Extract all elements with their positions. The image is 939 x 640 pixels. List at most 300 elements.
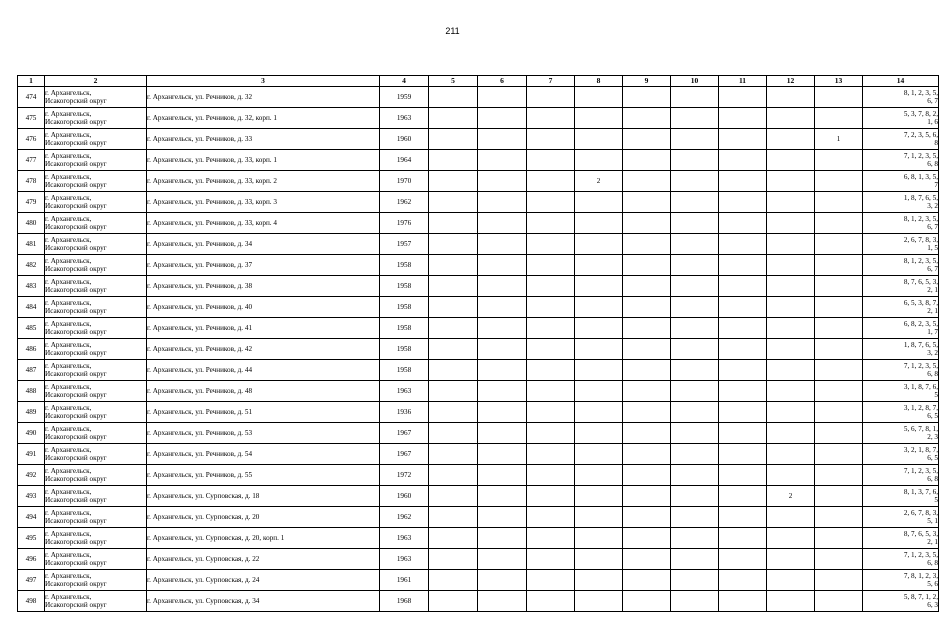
- row-number: 495: [18, 528, 45, 549]
- row-number: 478: [18, 171, 45, 192]
- sequence-cell-line: 7, 1, 2, 3, 5,: [903, 467, 938, 475]
- table-row: [18, 297, 939, 318]
- col-6-cell: [478, 129, 527, 150]
- sequence-cell-line: 3, 2, 1, 8, 7,: [903, 446, 938, 454]
- col-5-cell: [429, 591, 478, 612]
- address-cell: г. Архангельск, ул. Речников, д. 40: [147, 297, 380, 318]
- row-number: 498: [18, 591, 45, 612]
- col-9-cell: [623, 108, 671, 129]
- col-7-cell: [527, 171, 575, 192]
- district-cell-line: Исакогорский округ: [45, 244, 107, 252]
- district-cell-line: Исакогорский округ: [45, 601, 107, 609]
- col-11-cell: [719, 129, 767, 150]
- col-6-cell: [478, 297, 527, 318]
- col-5-cell: [429, 129, 478, 150]
- column-header: 12: [767, 76, 815, 87]
- district-cell-line: Исакогорский округ: [45, 517, 107, 525]
- address-cell: г. Архангельск, ул. Речников, д. 44: [147, 360, 380, 381]
- col-13-cell: [815, 423, 863, 444]
- district-cell: [45, 507, 147, 528]
- col-12-cell: [767, 87, 815, 108]
- table-row: [18, 570, 939, 591]
- row-number: 487: [18, 360, 45, 381]
- col-8-cell: [575, 549, 623, 570]
- col-6-cell: [478, 234, 527, 255]
- sequence-cell: [863, 150, 939, 171]
- district-cell: [45, 549, 147, 570]
- sequence-cell-line: 6, 8: [927, 160, 938, 168]
- col-10-cell: [671, 150, 719, 171]
- column-header: 14: [863, 76, 939, 87]
- col-10-cell: [671, 234, 719, 255]
- col-13-cell: [815, 318, 863, 339]
- col-7-cell: [527, 339, 575, 360]
- row-number: 491: [18, 444, 45, 465]
- table-row: [18, 465, 939, 486]
- col-8-cell: 2: [575, 171, 623, 192]
- district-cell-line: г. Архангельск,: [45, 362, 92, 370]
- row-number: 484: [18, 297, 45, 318]
- column-header: 13: [815, 76, 863, 87]
- sequence-cell: [863, 339, 939, 360]
- col-5-cell: [429, 402, 478, 423]
- col-12-cell: [767, 276, 815, 297]
- table-row: [18, 339, 939, 360]
- table-row: [18, 381, 939, 402]
- col-11-cell: [719, 108, 767, 129]
- col-12-cell: [767, 150, 815, 171]
- row-number: 488: [18, 381, 45, 402]
- district-cell-line: Исакогорский округ: [45, 265, 107, 273]
- table-row: [18, 444, 939, 465]
- district-cell: [45, 234, 147, 255]
- col-7-cell: [527, 255, 575, 276]
- sequence-cell-line: 8, 7, 6, 5, 3,: [903, 530, 938, 538]
- col-5-cell: [429, 549, 478, 570]
- col-11-cell: [719, 297, 767, 318]
- address-cell: г. Архангельск, ул. Сурповская, д. 20, корп. 1: [147, 528, 380, 549]
- year-cell: 1970: [380, 171, 429, 192]
- col-6-cell: [478, 171, 527, 192]
- col-6-cell: [478, 528, 527, 549]
- sequence-cell-line: 6, 8: [927, 559, 938, 567]
- sequence-cell-line: 5, 6, 7, 8, 1,: [903, 425, 938, 433]
- col-7-cell: [527, 549, 575, 570]
- col-13-cell: [815, 150, 863, 171]
- col-12-cell: [767, 591, 815, 612]
- table-row: [18, 234, 939, 255]
- district-cell-line: г. Архангельск,: [45, 89, 92, 97]
- col-6-cell: [478, 570, 527, 591]
- column-header: 3: [147, 76, 380, 87]
- sequence-cell: [863, 465, 939, 486]
- district-cell: [45, 171, 147, 192]
- col-7-cell: [527, 108, 575, 129]
- col-10-cell: [671, 465, 719, 486]
- table-row: [18, 150, 939, 171]
- col-5-cell: [429, 213, 478, 234]
- col-10-cell: [671, 192, 719, 213]
- district-cell-line: Исакогорский округ: [45, 328, 107, 336]
- sequence-cell-line: 6, 5: [927, 454, 938, 462]
- table-row: [18, 108, 939, 129]
- district-cell: [45, 255, 147, 276]
- col-5-cell: [429, 423, 478, 444]
- col-5-cell: [429, 444, 478, 465]
- col-11-cell: [719, 360, 767, 381]
- col-8-cell: [575, 591, 623, 612]
- sequence-cell: [863, 570, 939, 591]
- year-cell: 1964: [380, 150, 429, 171]
- col-11-cell: [719, 486, 767, 507]
- col-11-cell: [719, 150, 767, 171]
- col-5-cell: [429, 171, 478, 192]
- row-number: 483: [18, 276, 45, 297]
- year-cell: 1963: [380, 108, 429, 129]
- district-cell-line: Исакогорский округ: [45, 559, 107, 567]
- col-13-cell: [815, 360, 863, 381]
- sequence-cell-line: 5, 3, 7, 8, 2,: [903, 110, 938, 118]
- col-13-cell: [815, 339, 863, 360]
- sequence-cell-line: 7, 8, 1, 2, 3,: [903, 572, 938, 580]
- district-cell-line: г. Архангельск,: [45, 404, 92, 412]
- column-header: 4: [380, 76, 429, 87]
- district-cell: [45, 528, 147, 549]
- district-cell: [45, 192, 147, 213]
- col-5-cell: [429, 381, 478, 402]
- col-11-cell: [719, 255, 767, 276]
- col-12-cell: [767, 528, 815, 549]
- district-cell: [45, 486, 147, 507]
- page-number: 211: [445, 26, 460, 36]
- sequence-cell-line: 2, 6, 7, 8, 3,: [903, 236, 938, 244]
- district-cell: [45, 108, 147, 129]
- col-9-cell: [623, 234, 671, 255]
- col-6-cell: [478, 360, 527, 381]
- address-cell: г. Архангельск, ул. Речников, д. 33, корп. 3: [147, 192, 380, 213]
- sequence-cell-line: 8, 1, 2, 3, 5,: [903, 215, 938, 223]
- sequence-cell-line: 6, 7: [927, 223, 938, 231]
- sequence-cell-line: 2, 6, 7, 8, 3,: [903, 509, 938, 517]
- col-7-cell: [527, 507, 575, 528]
- year-cell: 1962: [380, 192, 429, 213]
- col-7-cell: [527, 381, 575, 402]
- sequence-cell-line: 6, 8, 2, 3, 5,: [903, 320, 938, 328]
- address-cell: г. Архангельск, ул. Сурповская, д. 24: [147, 570, 380, 591]
- col-10-cell: [671, 129, 719, 150]
- district-cell-line: г. Архангельск,: [45, 551, 92, 559]
- col-8-cell: [575, 339, 623, 360]
- district-cell-line: г. Архангельск,: [45, 215, 92, 223]
- year-cell: 1958: [380, 339, 429, 360]
- row-number: 485: [18, 318, 45, 339]
- col-12-cell: [767, 507, 815, 528]
- sequence-cell: [863, 444, 939, 465]
- col-8-cell: [575, 150, 623, 171]
- table-row: [18, 255, 939, 276]
- col-5-cell: [429, 276, 478, 297]
- column-header: 7: [527, 76, 575, 87]
- row-number: 475: [18, 108, 45, 129]
- row-number: 490: [18, 423, 45, 444]
- col-12-cell: [767, 255, 815, 276]
- col-13-cell: [815, 192, 863, 213]
- district-cell-line: г. Архангельск,: [45, 488, 92, 496]
- col-13-cell: [815, 276, 863, 297]
- col-13-cell: [815, 171, 863, 192]
- col-6-cell: [478, 108, 527, 129]
- sequence-cell: [863, 276, 939, 297]
- col-13-cell: [815, 213, 863, 234]
- col-9-cell: [623, 549, 671, 570]
- year-cell: 1958: [380, 297, 429, 318]
- col-12-cell: [767, 423, 815, 444]
- address-cell: г. Архангельск, ул. Речников, д. 33, корп. 1: [147, 150, 380, 171]
- sequence-cell-line: 6, 3: [927, 601, 938, 609]
- district-cell-line: Исакогорский округ: [45, 118, 107, 126]
- col-10-cell: [671, 423, 719, 444]
- table-row: [18, 507, 939, 528]
- sequence-cell: [863, 129, 939, 150]
- col-8-cell: [575, 528, 623, 549]
- col-10-cell: [671, 507, 719, 528]
- col-7-cell: [527, 129, 575, 150]
- col-8-cell: [575, 297, 623, 318]
- district-cell: [45, 129, 147, 150]
- table-row: [18, 591, 939, 612]
- col-9-cell: [623, 528, 671, 549]
- col-9-cell: [623, 486, 671, 507]
- col-5-cell: [429, 150, 478, 171]
- sequence-cell: [863, 108, 939, 129]
- sequence-cell-line: 8, 7, 6, 5, 3,: [903, 278, 938, 286]
- address-cell: г. Архангельск, ул. Речников, д. 33, корп. 4: [147, 213, 380, 234]
- address-cell: г. Архангельск, ул. Сурповская, д. 34: [147, 591, 380, 612]
- sequence-cell-line: 7, 1, 2, 3, 5,: [903, 152, 938, 160]
- address-cell: г. Архангельск, ул. Речников, д. 33: [147, 129, 380, 150]
- header-row: [18, 76, 939, 87]
- col-13-cell: [815, 549, 863, 570]
- column-header: 5: [429, 76, 478, 87]
- district-cell-line: Исакогорский округ: [45, 202, 107, 210]
- col-7-cell: [527, 486, 575, 507]
- col-9-cell: [623, 297, 671, 318]
- col-7-cell: [527, 234, 575, 255]
- col-9-cell: [623, 87, 671, 108]
- district-cell-line: Исакогорский округ: [45, 286, 107, 294]
- col-9-cell: [623, 213, 671, 234]
- row-number: 489: [18, 402, 45, 423]
- col-13-cell: [815, 591, 863, 612]
- col-12-cell: [767, 318, 815, 339]
- sequence-cell: [863, 591, 939, 612]
- row-number: 482: [18, 255, 45, 276]
- district-cell-line: Исакогорский округ: [45, 391, 107, 399]
- table-row: [18, 486, 939, 507]
- col-12-cell: [767, 402, 815, 423]
- district-cell-line: г. Архангельск,: [45, 320, 92, 328]
- col-11-cell: [719, 234, 767, 255]
- district-cell-line: Исакогорский округ: [45, 181, 107, 189]
- col-9-cell: [623, 150, 671, 171]
- col-11-cell: [719, 381, 767, 402]
- district-cell-line: Исакогорский округ: [45, 139, 107, 147]
- district-cell-line: г. Архангельск,: [45, 110, 92, 118]
- year-cell: 1972: [380, 465, 429, 486]
- district-cell-line: Исакогорский округ: [45, 97, 107, 105]
- year-cell: 1936: [380, 402, 429, 423]
- col-8-cell: [575, 360, 623, 381]
- col-10-cell: [671, 549, 719, 570]
- table-row: [18, 318, 939, 339]
- col-13-cell: [815, 570, 863, 591]
- col-8-cell: [575, 570, 623, 591]
- col-12-cell: [767, 465, 815, 486]
- column-header: 8: [575, 76, 623, 87]
- col-10-cell: [671, 213, 719, 234]
- sequence-cell-line: 6, 8: [927, 475, 938, 483]
- col-9-cell: [623, 360, 671, 381]
- sequence-cell-line: 6, 5: [927, 412, 938, 420]
- year-cell: 1976: [380, 213, 429, 234]
- col-9-cell: [623, 423, 671, 444]
- sequence-cell-line: 3, 1, 2, 8, 7,: [903, 404, 938, 412]
- year-cell: 1958: [380, 255, 429, 276]
- col-13-cell: [815, 234, 863, 255]
- sequence-cell-line: 5: [934, 391, 938, 399]
- col-11-cell: [719, 591, 767, 612]
- col-9-cell: [623, 255, 671, 276]
- district-cell: [45, 318, 147, 339]
- col-6-cell: [478, 465, 527, 486]
- col-9-cell: [623, 129, 671, 150]
- sequence-cell: [863, 549, 939, 570]
- col-5-cell: [429, 234, 478, 255]
- sequence-cell: [863, 486, 939, 507]
- sequence-cell: [863, 360, 939, 381]
- col-13-cell: [815, 486, 863, 507]
- col-10-cell: [671, 381, 719, 402]
- column-header: 10: [671, 76, 719, 87]
- col-13-cell: [815, 108, 863, 129]
- col-8-cell: [575, 129, 623, 150]
- col-6-cell: [478, 507, 527, 528]
- sequence-cell-line: 6, 5, 3, 8, 7,: [903, 299, 938, 307]
- col-8-cell: [575, 108, 623, 129]
- district-cell-line: г. Архангельск,: [45, 173, 92, 181]
- col-13-cell: [815, 402, 863, 423]
- col-5-cell: [429, 360, 478, 381]
- sequence-cell-line: 7, 1, 2, 3, 5,: [903, 362, 938, 370]
- col-7-cell: [527, 318, 575, 339]
- district-cell: [45, 444, 147, 465]
- col-10-cell: [671, 318, 719, 339]
- column-header: 1: [18, 76, 45, 87]
- col-6-cell: [478, 402, 527, 423]
- col-5-cell: [429, 108, 478, 129]
- address-cell: г. Архангельск, ул. Речников, д. 55: [147, 465, 380, 486]
- col-10-cell: [671, 171, 719, 192]
- district-cell: [45, 591, 147, 612]
- address-cell: г. Архангельск, ул. Речников, д. 48: [147, 381, 380, 402]
- col-13-cell: [815, 444, 863, 465]
- col-12-cell: [767, 192, 815, 213]
- col-12-cell: [767, 444, 815, 465]
- col-12-cell: [767, 570, 815, 591]
- col-7-cell: [527, 423, 575, 444]
- sequence-cell-line: 8, 1, 2, 3, 5,: [903, 257, 938, 265]
- column-header: 9: [623, 76, 671, 87]
- sequence-cell: [863, 423, 939, 444]
- col-9-cell: [623, 570, 671, 591]
- sequence-cell: [863, 297, 939, 318]
- district-cell-line: Исакогорский округ: [45, 454, 107, 462]
- table-row: [18, 528, 939, 549]
- address-cell: г. Архангельск, ул. Речников, д. 51: [147, 402, 380, 423]
- address-cell: г. Архангельск, ул. Речников, д. 37: [147, 255, 380, 276]
- col-12-cell: [767, 108, 815, 129]
- year-cell: 1963: [380, 381, 429, 402]
- sequence-cell: [863, 234, 939, 255]
- col-6-cell: [478, 150, 527, 171]
- sequence-cell-line: 8: [934, 139, 938, 147]
- sequence-cell-line: 1, 7: [927, 328, 938, 336]
- col-6-cell: [478, 87, 527, 108]
- table-row: [18, 360, 939, 381]
- district-cell: [45, 423, 147, 444]
- col-11-cell: [719, 465, 767, 486]
- col-13-cell: [815, 255, 863, 276]
- sequence-cell-line: 2, 3: [927, 433, 938, 441]
- col-10-cell: [671, 402, 719, 423]
- address-cell: г. Архангельск, ул. Речников, д. 42: [147, 339, 380, 360]
- col-5-cell: [429, 87, 478, 108]
- col-9-cell: [623, 192, 671, 213]
- col-10-cell: [671, 339, 719, 360]
- col-6-cell: [478, 549, 527, 570]
- address-cell: г. Архангельск, ул. Речников, д. 33, корп. 2: [147, 171, 380, 192]
- row-number: 492: [18, 465, 45, 486]
- table-row: [18, 213, 939, 234]
- address-cell: г. Архангельск, ул. Речников, д. 34: [147, 234, 380, 255]
- col-5-cell: [429, 486, 478, 507]
- col-11-cell: [719, 549, 767, 570]
- col-9-cell: [623, 339, 671, 360]
- col-5-cell: [429, 192, 478, 213]
- sequence-cell-line: 2, 1: [927, 307, 938, 315]
- col-5-cell: [429, 318, 478, 339]
- sequence-cell: [863, 381, 939, 402]
- sequence-cell-line: 5, 6: [927, 580, 938, 588]
- col-5-cell: [429, 570, 478, 591]
- district-cell-line: Исакогорский округ: [45, 433, 107, 441]
- district-cell-line: Исакогорский округ: [45, 475, 107, 483]
- sequence-cell-line: 2, 1: [927, 286, 938, 294]
- col-6-cell: [478, 423, 527, 444]
- col-12-cell: [767, 339, 815, 360]
- col-8-cell: [575, 465, 623, 486]
- year-cell: 1963: [380, 528, 429, 549]
- col-11-cell: [719, 339, 767, 360]
- col-7-cell: [527, 150, 575, 171]
- col-5-cell: [429, 465, 478, 486]
- col-7-cell: [527, 87, 575, 108]
- col-6-cell: [478, 444, 527, 465]
- district-cell-line: г. Архангельск,: [45, 509, 92, 517]
- col-10-cell: [671, 528, 719, 549]
- col-7-cell: [527, 213, 575, 234]
- column-header: 2: [45, 76, 147, 87]
